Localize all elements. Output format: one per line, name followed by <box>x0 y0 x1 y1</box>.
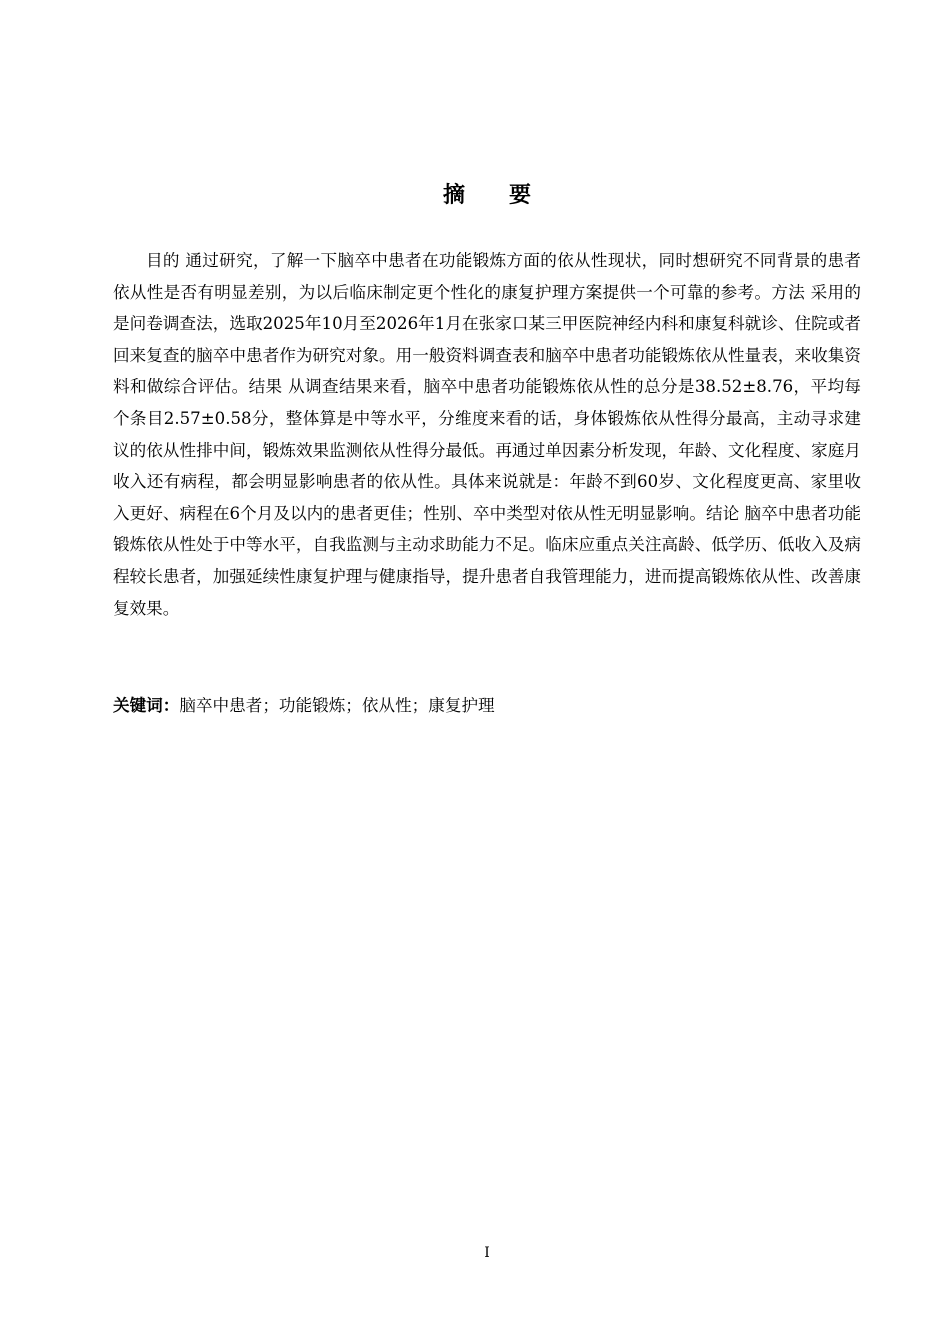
abstract-body: 目的 通过研究，了解一下脑卒中患者在功能锻炼方面的依从性现状，同时想研究不同背景的患者依从性是否有明显差别，为以后临床制定更个性化的康复护理方案提供一个可靠的参考。方法 采用的是问卷调查法，选取2025年10月至2026年1月在张家口某三甲医院神经内科和康复科就诊、住院或者回来复查的脑卒中患者作为研究对象。用一般资料调查表和脑卒中患者功能锻炼依从性量表，来收集资料和做综合评估。结果 从调查结果来看，脑卒中患者功能锻炼依从性的总分是38.52±8.76，平均每个条目2.57±0.58分，整体算是中等水平，分维度来看的话，身体锻炼依从性得分最高，主动寻求建议的依从性排中间，锻炼效果监测依从性得分最低。再通过单因素分析发现，年龄、文化程度、家庭月收入还有病程，都会明显影响患者的依从性。具体来说就是：年龄不到60岁、文化程度更高、家里收入更好、病程在6个月及以内的患者更佳；性别、卒中类型对依从性无明显影响。结论 脑卒中患者功能锻炼依从性处于中等水平，自我监测与主动求助能力不足。临床应重点关注高龄、低学历、低收入及病程较长患者，加强延续性康复护理与健康指导，提升患者自我管理能力，进而提高锻炼依从性、改善康复效果。 <box>113 251 861 618</box>
keywords-label: 关键词： <box>113 696 180 715</box>
abstract-title <box>0 178 950 209</box>
keywords-line <box>113 692 861 720</box>
page-number: I <box>484 1245 490 1261</box>
abstract-title-char-2: 要 <box>509 183 532 208</box>
abstract-title-char-1: 摘 <box>442 183 465 208</box>
keywords-value: 脑卒中患者；功能锻炼；依从性；康复护理 <box>179 696 495 715</box>
